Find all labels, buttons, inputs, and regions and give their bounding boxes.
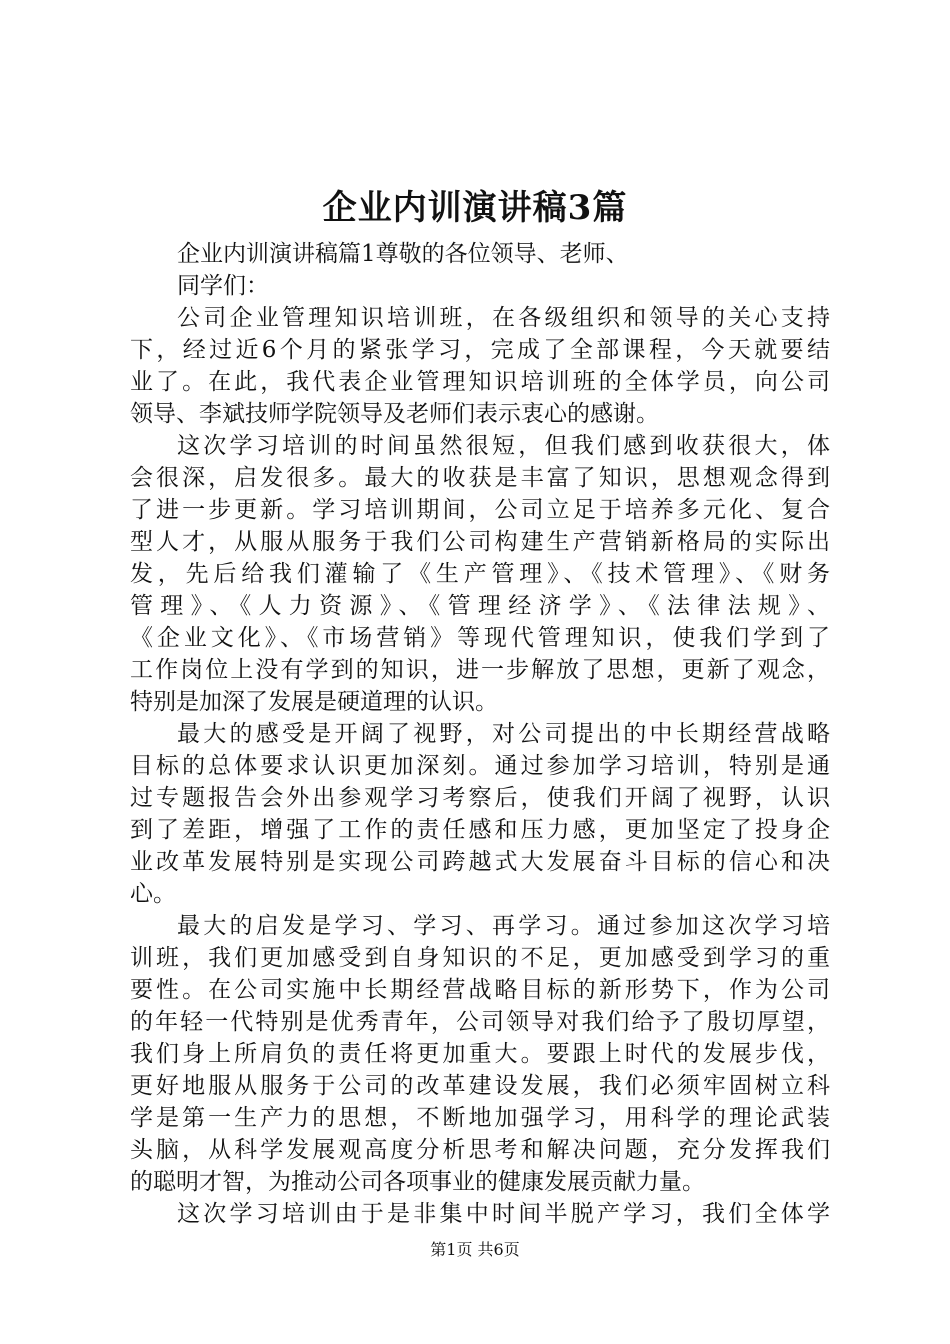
text-line: 型人才，从服从服务于我们公司构建生产营销新格局的实际出 (130, 529, 830, 555)
text-line: 发，先后给我们灌输了《生产管理》、《技术管理》、《财务 (130, 561, 830, 587)
text-line: 的聪明才智，为推动公司各项事业的健康发展贡献力量。 (130, 1169, 705, 1195)
text-line: 工作岗位上没有学到的知识，进一步解放了思想，更新了观念， (130, 657, 830, 683)
text-line: 最大的感受是开阔了视野，对公司提出的中长期经营战略 (177, 721, 830, 747)
text-line: 心。 (130, 881, 176, 907)
document-body (130, 238, 830, 1230)
text-line: 特别是加深了发展是硬道理的认识。 (130, 689, 498, 715)
text-line: 《企业文化》、《市场营销》等现代管理知识，使我们学到了 (130, 625, 830, 651)
text-line: 训班，我们更加感受到自身知识的不足，更加感受到学习的重 (130, 945, 830, 971)
text-line: 了进一步更新。学习培训期间，公司立足于培养多元化、复合 (130, 497, 830, 523)
text-line: 头脑，从科学发展观高度分析思考和解决问题，充分发挥我们 (130, 1137, 830, 1163)
text-line: 要性。在公司实施中长期经营战略目标的新形势下，作为公司 (130, 977, 830, 1003)
text-line: 会很深，启发很多。最大的收获是丰富了知识，思想观念得到 (130, 465, 830, 491)
text-line: 过专题报告会外出参观学习考察后，使我们开阔了视野，认识 (130, 785, 830, 811)
document-title: 企业内训演讲稿3篇 (322, 188, 628, 228)
text-line: 到了差距，增强了工作的责任感和压力感，更加坚定了投身企 (130, 817, 830, 843)
text-line: 管理》、《人力资源》、《管理经济学》、《法律法规》、 (130, 593, 830, 619)
text-line: 业了。在此，我代表企业管理知识培训班的全体学员，向公司 (130, 369, 830, 395)
page-footer: 第1页 共6页 (430, 1240, 520, 1259)
text-line: 更好地服从服务于公司的改革建设发展，我们必须牢固树立科 (130, 1073, 830, 1099)
text-line: 同学们： (177, 273, 269, 299)
text-line: 的年轻一代特别是优秀青年，公司领导对我们给予了殷切厚望， (130, 1009, 830, 1035)
text-line: 最大的启发是学习、学习、再学习。通过参加这次学习培 (177, 913, 830, 939)
text-line: 企业内训演讲稿篇1尊敬的各位领导、老师、 (177, 241, 629, 267)
text-line: 这次学习培训的时间虽然很短，但我们感到收获很大，体 (177, 433, 830, 459)
text-line: 这次学习培训由于是非集中时间半脱产学习，我们全体学 (177, 1201, 830, 1227)
text-line: 公司企业管理知识培训班，在各级组织和领导的关心支持 (177, 305, 830, 331)
text-line: 学是第一生产力的思想，不断地加强学习，用科学的理论武装 (130, 1105, 830, 1131)
text-line: 业改革发展特别是实现公司跨越式大发展奋斗目标的信心和决 (130, 849, 830, 875)
text-line: 下，经过近6个月的紧张学习，完成了全部课程，今天就要结 (130, 337, 830, 363)
text-line: 目标的总体要求认识更加深刻。通过参加学习培训，特别是通 (130, 753, 830, 779)
text-line: 领导、李斌技师学院领导及老师们表示衷心的感谢。 (130, 401, 659, 427)
text-line: 我们身上所肩负的责任将更加重大。要跟上时代的发展步伐， (130, 1041, 830, 1067)
